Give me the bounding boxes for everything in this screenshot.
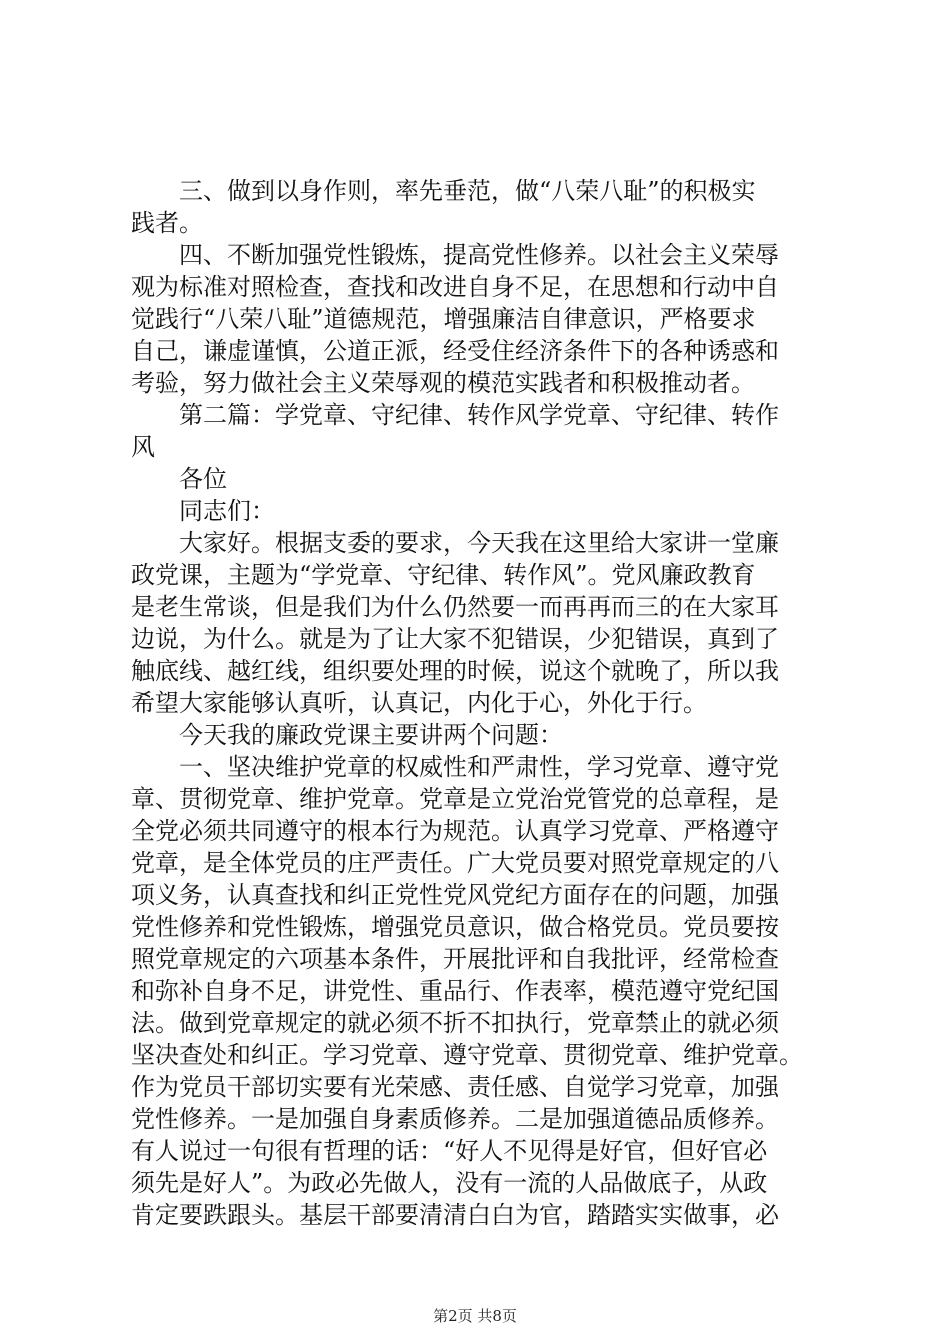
- text-line: 触底线、越红线，组织要处理的时候，说这个就晚了，所以我: [131, 657, 779, 685]
- text-line: 须先是好人”。为政必先做人，没有一流的人品做底子，从政: [131, 1169, 768, 1197]
- text-line: 风: [131, 433, 155, 461]
- text-line: 政党课，主题为“学党章、守纪律、转作风”。党风廉政教育: [131, 561, 756, 589]
- text-line: 法。做到党章规定的就必须不折不扣执行，党章禁止的就必须: [131, 1009, 779, 1037]
- text-line: 照党章规定的六项基本条件，开展批评和自我批评，经常检查: [131, 945, 779, 973]
- text-line: 坚决查处和纠正。学习党章、遵守党章、贯彻党章、维护党章。: [131, 1041, 803, 1069]
- text-line: 肯定要跌跟头。基层干部要清清白白为官，踏踏实实做事，必: [131, 1201, 779, 1229]
- text-line: 大家好。根据支委的要求，今天我在这里给大家讲一堂廉: [179, 529, 779, 557]
- text-line: 边说，为什么。就是为了让大家不犯错误，少犯错误，真到了: [131, 625, 779, 653]
- text-line: 同志们：: [179, 497, 275, 525]
- text-line: 觉践行“八荣八耻”道德规范，增强廉洁自律意识，严格要求: [131, 305, 756, 333]
- text-line: 四、不断加强党性锻炼，提高党性修养。以社会主义荣辱: [179, 241, 779, 269]
- text-line: 考验，努力做社会主义荣辱观的模范实践者和积极推动者。: [131, 369, 755, 397]
- text-line: 项义务，认真查找和纠正党性党风党纪方面存在的问题，加强: [131, 881, 779, 909]
- text-line: 各位: [179, 465, 227, 493]
- text-line: 三、做到以身作则，率先垂范，做“八荣八耻”的积极实: [179, 177, 756, 205]
- text-line: 希望大家能够认真听，认真记，内化于心，外化于行。: [131, 689, 707, 717]
- text-line: 章、贯彻党章、维护党章。党章是立党治党管党的总章程，是: [131, 785, 779, 813]
- text-line: 全党必须共同遵守的根本行为规范。认真学习党章、严格遵守: [131, 817, 779, 845]
- text-line: 有人说过一句很有哲理的话：“好人不见得是好官，但好官必: [131, 1137, 768, 1165]
- text-line: 第二篇：学党章、守纪律、转作风学党章、守纪律、转作: [179, 401, 779, 429]
- text-line: 党章，是全体党员的庄严责任。广大党员要对照党章规定的八: [131, 849, 779, 877]
- text-line: 践者。: [131, 209, 203, 237]
- text-line: 和弥补自身不足，讲党性、重品行、作表率，模范遵守党纪国: [131, 977, 779, 1005]
- text-line: 作为党员干部切实要有光荣感、责任感、自觉学习党章，加强: [131, 1073, 779, 1101]
- text-line: 今天我的廉政党课主要讲两个问题：: [179, 721, 563, 749]
- text-line: 党性修养。一是加强自身素质修养。二是加强道德品质修养。: [131, 1105, 779, 1133]
- text-line: 是老生常谈，但是我们为什么仍然要一而再再而三的在大家耳: [131, 593, 779, 621]
- text-line: 观为标准对照检查，查找和改进自身不足，在思想和行动中自: [131, 273, 779, 301]
- page-footer: 第2页 共8页: [433, 1307, 517, 1325]
- text-line: 党性修养和党性锻炼，增强党员意识，做合格党员。党员要按: [131, 913, 779, 941]
- text-line: 一、坚决维护党章的权威性和严肃性，学习党章、遵守党: [179, 753, 779, 781]
- text-line: 自己，谦虚谨慎，公道正派，经受住经济条件下的各种诱惑和: [131, 337, 779, 365]
- document-body: [131, 175, 831, 1231]
